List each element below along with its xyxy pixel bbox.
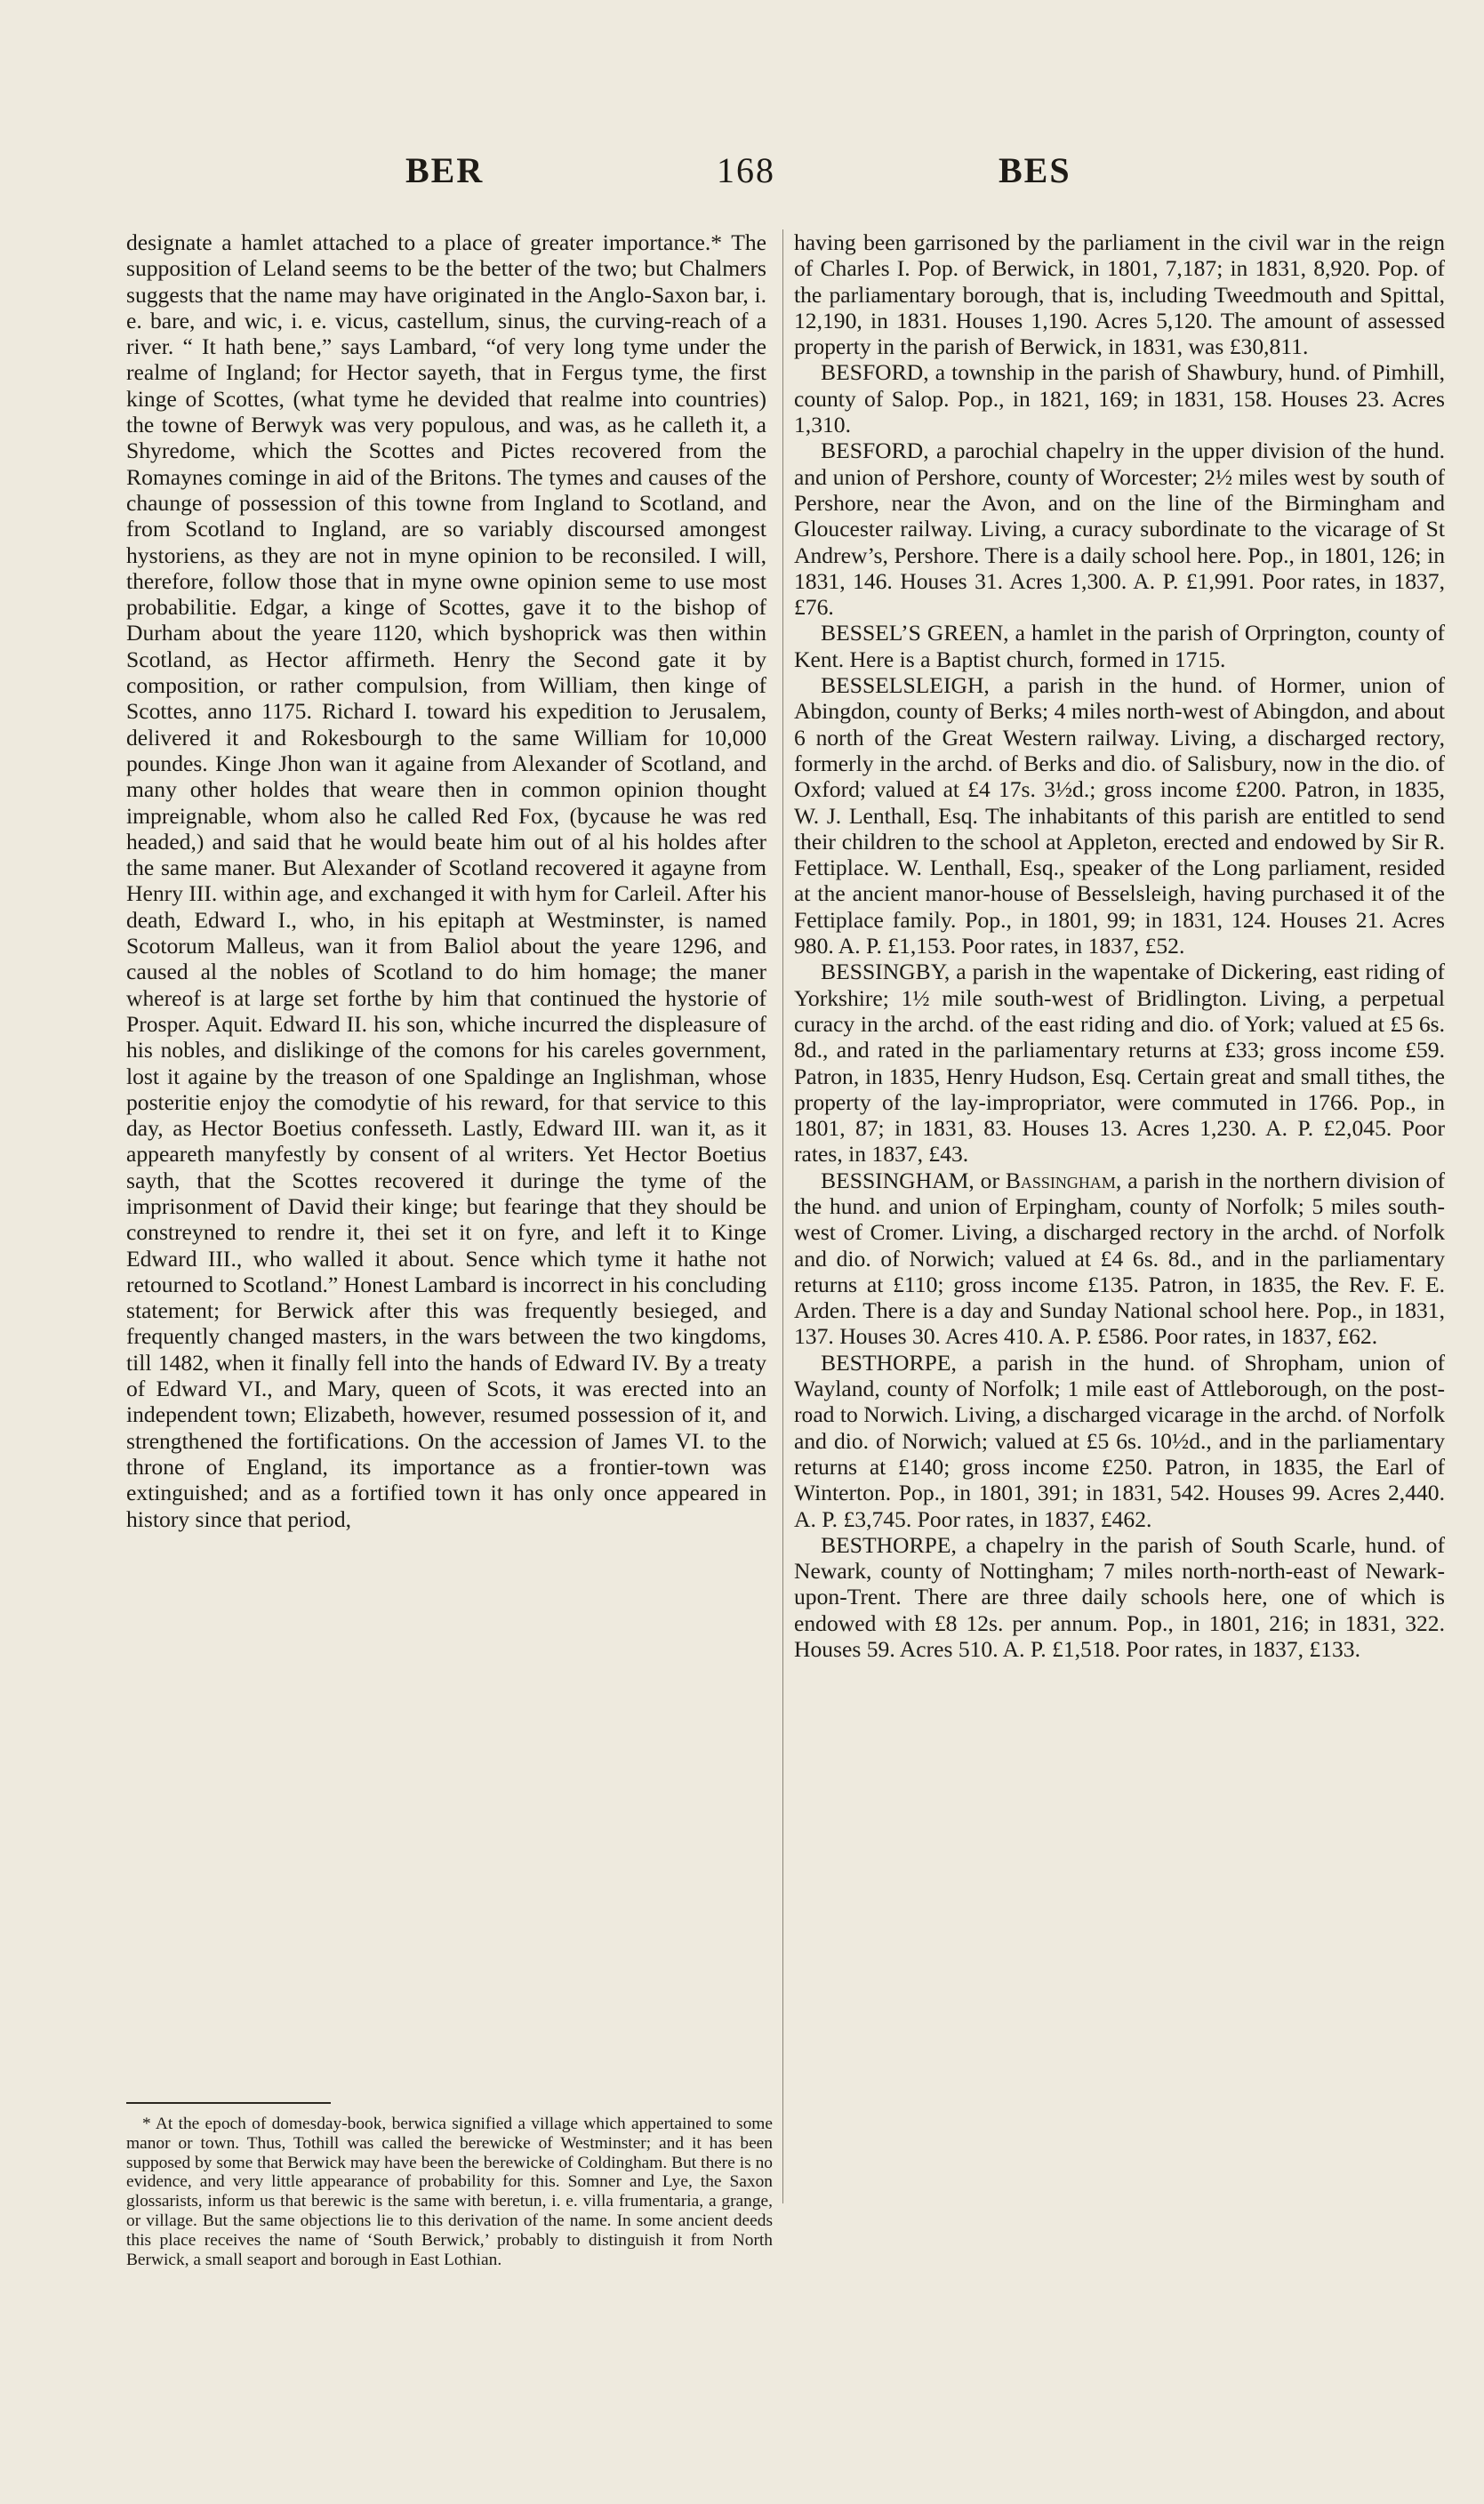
page-number: 168 xyxy=(717,150,775,190)
entry-besthorpe-nottingham: BESTHORPE, a chapelry in the parish of South Scarle, hund. of Newark, county of Nottingham; 7 miles north-north-east of Newark-upon-Trent. There are three daily schools here, one of which is endowed with £8 12s. per annum. Pop., in 1801, 216; in 1831, 322. Houses 59. Acres 510. A. P. £1,518. Poor rates, in 1837, £133. xyxy=(794,1531,1445,1663)
entry-bessingby: BESSINGBY, a parish in the wapentake of Dickering, east riding of Yorkshire; 1½ mile south-west of Bridlington. Living, a perpetual curacy in the archd. of the east riding and dio. of York; valued at £5 6s. 8d., and rated in the parliamentary returns at £33; gross income £59. Patron, in 1835, Henry Hudson, Esq. Certain great and small tithes, the property of the lay-impropriator, were commuted in 1766. Pop., in 1801, 87; in 1831, 83. Houses 13. Acres 1,230. A. P. £2,045. Poor rates, in 1837, £43. xyxy=(794,959,1445,1168)
footnote xyxy=(126,2115,773,2269)
entry-besselsleigh: BESSELSLEIGH, a parish in the hund. of Hormer, union of Abingdon, county of Berks; 4 miles north-west of Abingdon, and about 6 north of the Great Western railway. Living, a discharged rectory, formerly in the archd. of Berks and dio. of Salisbury, now in the dio. of Oxford; valued at £4 17s. 3½d.; gross income £200. Patron, in 1835, W. J. Lenthall, Esq. The inhabitants of this parish are entitled to send their children to the school at Appleton, erected and endowed by Sir R. Fettiplace. W. Lenthall, Esq., speaker of the Long parliament, resided at the ancient manor-house of Besselsleigh, having purchased it of the Fettiplace family. Pop., in 1801, 99; in 1831, 124. Houses 21. Acres 980. A. P. £1,153. Poor rates, in 1837, £52. xyxy=(794,672,1445,959)
running-header xyxy=(0,149,1484,203)
footnote-text: * At the epoch of domesday-book, berwica signified a village which appertained to some manor or town. Thus, Tothill was called the berewicke of Westminster; and it has been supposed by some that Berwick may have been the berewicke of Coldingham. But there is no evidence, and very little appearance of probability for this. Somner and Lye, the Saxon glossarists, inform us that berewic is the same with beretun, i. e. villa frumentaria, a grange, or village. But the same objections lie to this derivation of the name. In some ancient deeds this place receives the name of ‘South Berwick,’ probably to distinguish it from North Berwick, a small seaport and borough in East Lothian. xyxy=(126,2115,773,2269)
entry-bessingham-head: BESSINGHAM, or xyxy=(821,1167,1006,1193)
berwick-entry-continuation: designate a hamlet attached to a place of greater importance.* The supposition of Leland seems to be the better of the two; but Chalmers suggests that the name may have originated in the Anglo-Saxon bar, i. e. bare, and wic, i. e. vicus, castellum, sinus, the curving-reach of a river. “ It hath bene,” says Lambard, “of very long tyme under the realme of Ingland; for Hector sayeth, that in Fergus tyme, the first kinge of Scottes, (what tyme he devided that realme into countries) the towne of Berwyk was very populous, and was, as he calleth it, a Shyredome, which the Scottes and Pictes recovered from the Romaynes cominge in aid of the Britons. The tymes and causes of the chaunge of possession of this towne from Ingland to Scotland, and from Scotland to Ingland, are so variably discoursed amongest hystoriens, as they are not in myne opinion to be reconsiled. I will, therefore, follow those that in myne owne opinion seme to use most probabilitie. Edgar, a kinge of Scottes, gave it to the bishop of Durham about the yeare 1120, which byshoprick was then within Scotland, as Hector affirmeth. Henry the Second gate it by composition, or rather compulsion, from William, then kinge of Scottes, anno 1175. Richard I. toward his expedition to Jerusalem, delivered it and Rokesbourgh to the same William for 10,000 poundes. Kinge Jhon wan it againe from Alexander of Scotland, and many other holdes that weare then in common opinion thought impreignable, whom also he called Red Fox, (bycause he was red headed,) and said that he would beate him out of al his holdes after the same maner. But Alexander of Scotland recovered it agayne from Henry III. within age, and exchanged it with hym for Carleil. After his death, Edward I., who, in his epitaph at Westminster, is named Scotorum Malleus, wan it from Baliol about the yeare 1296, and caused al the nobles of Scotland to do him homage; the maner whereof is at large set forthe by him that continued the hystorie of Prosper. Aquit. Edward II. his son, whiche incurred the displeasure of his nobles, and dislikinge of the comons for his careles government, lost it againe by the treason of one Spaldinge an Inglishman, whose posteritie enjoy the comodytie of his reward, for that service to this day, as Hector Boetius confesseth. Lastly, Edward III. wan it, as it appeareth manyfestly by consent of al writers. Yet Hector Boetius sayth, that the Scottes recovered it duringe the tyme of the imprisonment of David their kinge; but fearinge that they should be constreyned to rendre it, thei set it on fyre, and left it to Kinge Edward III., who walled it about. Sence which tyme it hathe not retourned to Scotland.” Honest Lambard is incorrect in his concluding statement; for Berwick after this was frequently besieged, and frequently changed masters, in the wars between the two kingdoms, till 1482, when it finally fell into the hands of Edward IV. By a treaty of Edward VI., and Mary, queen of Scots, it was erected into an independent town; Elizabeth, however, resumed possession of it, and strengthened the fortifications. On the accession of James VI. to the throne of England, its importance as a frontier-town was extinguished; and as a fortified town it has only once appeared in history since that period, xyxy=(126,229,766,1532)
header-left-catchword: BER xyxy=(405,150,485,190)
entry-besthorpe-norfolk: BESTHORPE, a parish in the hund. of Shropham, union of Wayland, county of Norfolk; 1 mile east of Attleborough, on the post-road to Norwich. Living, a discharged vicarage in the archd. of Norfolk and dio. of Norwich; valued at £5 6s. 10½d., and in the parliamentary returns at £140; gross income £250. Patron, in 1835, the Earl of Winterton. Pop., in 1801, 391; in 1831, 542. Houses 99. Acres 2,440. A. P. £3,745. Poor rates, in 1837, £462. xyxy=(794,1349,1445,1532)
entry-bessingham xyxy=(794,1168,1445,1350)
entry-bessingham-alt-name: Bassingham, xyxy=(1005,1167,1122,1193)
berwick-entry-end: having been garrisoned by the parliament in the civil war in the reign of Charles I. Pop. of Berwick, in 1801, 7,187; in 1831, 8,920. Pop. of the parliamentary borough, that is, including Tweedmouth and Spittal, 12,190, in 1831. Houses 1,190. Acres 5,120. The amount of assessed property in the parish of Berwick, in 1831, was £30,811. xyxy=(794,229,1445,360)
right-column xyxy=(794,229,1445,1662)
entry-besford-worcester: BESFORD, a parochial chapelry in the upper division of the hund. and union of Pershore, county of Worcester; 2½ miles west by south of Pershore, near the Avon, and on the line of the Birmingham and Gloucester railway. Living, a curacy subordinate to the vicarage of St Andrew’s, Pershore. There is a daily school here. Pop., in 1801, 126; in 1831, 146. Houses 31. Acres 1,300. A. P. £1,991. Poor rates, in 1837, £76. xyxy=(794,437,1445,621)
entry-bessingham-body: a parish in the northern division of the hund. and union of Erpingham, county of Norfolk; 5 miles south-west of Cromer. Living, a discharged rectory in the archd. of Norfolk and dio. of Norwich; valued at £4 6s. 8d., and in the parliamentary returns at £110; gross income £135. Patron, in 1835, the Rev. F. E. Arden. There is a day and Sunday National school here. Pop., in 1831, 137. Houses 30. Acres 410. A. P. £586. Poor rates, in 1837, £62. xyxy=(794,1167,1445,1350)
footnote-rule xyxy=(126,2102,331,2104)
entry-besford-salop: BESFORD, a township in the parish of Shawbury, hund. of Pimhill, county of Salop. Pop., in 1821, 169; in 1831, 158. Houses 23. Acres 1,310. xyxy=(794,359,1445,438)
column-divider xyxy=(782,229,783,2203)
header-right-catchword: BES xyxy=(999,150,1071,190)
entry-bessels-green: BESSEL’S GREEN, a hamlet in the parish of Orprington, county of Kent. Here is a Baptist church, formed in 1715. xyxy=(794,620,1445,672)
left-column xyxy=(126,229,766,1532)
